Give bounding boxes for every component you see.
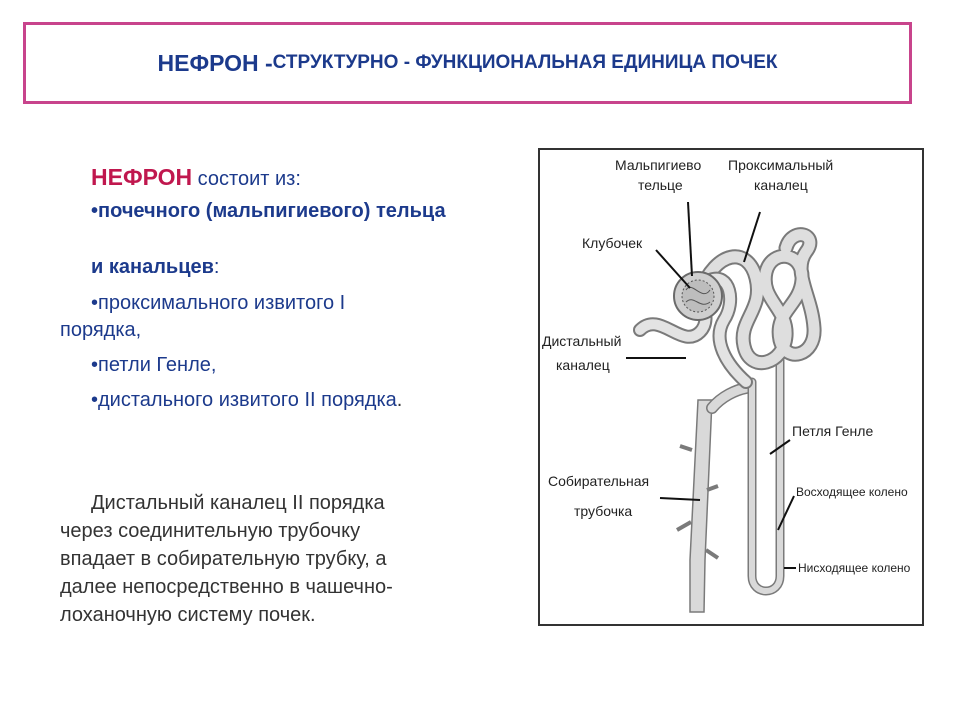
bullet-corpuscle-text: почечного (мальпигиевого) тельца <box>98 200 446 222</box>
bullet-distal-text: дистального извитого II порядка <box>98 389 397 411</box>
consists-of-text: состоит из: <box>192 168 301 190</box>
bullet-corpuscle <box>91 198 446 224</box>
title-subtitle: СТРУКТУРНО - ФУНКЦИОНАЛЬНАЯ ЕДИНИЦА ПОЧЕК <box>272 52 778 73</box>
label-glomerulus: Клубочек <box>582 235 643 251</box>
paragraph-line-4: далее непосредственно в чашечно- <box>60 576 393 598</box>
paragraph-line-3: впадает в собирательную трубку, а <box>60 548 387 570</box>
label-distal-line1: Дистальный <box>542 333 622 349</box>
bullet-dot: • <box>91 354 99 376</box>
consists-line <box>91 164 301 192</box>
loop-of-henle <box>752 360 780 591</box>
label-collecting-line2: трубочка <box>574 503 633 519</box>
and-tubules-line <box>91 254 219 280</box>
bullet-proximal-text: проксимального извитого I <box>98 292 346 314</box>
bullet-dot: • <box>91 200 99 222</box>
bullet-henle-text: петли Генле, <box>98 354 217 376</box>
title-main: НЕФРОН - <box>157 49 273 76</box>
label-malpighi-line1: Мальпигиево <box>615 157 702 173</box>
bullet-henle <box>91 352 216 378</box>
nephron-diagram <box>538 148 924 626</box>
nephron-illustration <box>540 150 922 624</box>
convoluted-tubules <box>640 235 814 382</box>
collecting-duct <box>677 400 718 612</box>
label-proximal-line1: Проксимальный <box>728 157 834 173</box>
bullet-proximal-continuation: порядка, <box>60 319 142 341</box>
label-ascending-limb: Восходящее колено <box>796 485 908 499</box>
label-distal-line2: каналец <box>556 357 610 373</box>
label-proximal-line2: каналец <box>754 177 808 193</box>
bullet-proximal <box>91 290 345 316</box>
paragraph-line-2: через соединительную трубочку <box>60 520 361 542</box>
label-henle: Петля Генле <box>792 423 874 439</box>
label-malpighi-line2: тельце <box>638 177 683 193</box>
nefron-word: НЕФРОН <box>91 164 193 190</box>
bullet-dot: • <box>91 292 99 314</box>
connecting-tubule <box>712 388 746 408</box>
paragraph-line-1: Дистальный каналец II порядка <box>91 492 385 514</box>
bullet-distal-dot: . <box>396 389 403 411</box>
label-collecting-line1: Собирательная <box>548 473 650 489</box>
paragraph-line-5: лоханочную систему почек. <box>60 604 316 626</box>
bullet-distal <box>91 387 402 413</box>
label-descending-limb: Нисходящее колено <box>798 561 911 575</box>
bullet-dot: • <box>91 389 99 411</box>
and-tubules-colon: : <box>213 256 220 278</box>
and-tubules-text: и канальцев <box>91 256 214 278</box>
title-frame <box>23 22 912 104</box>
